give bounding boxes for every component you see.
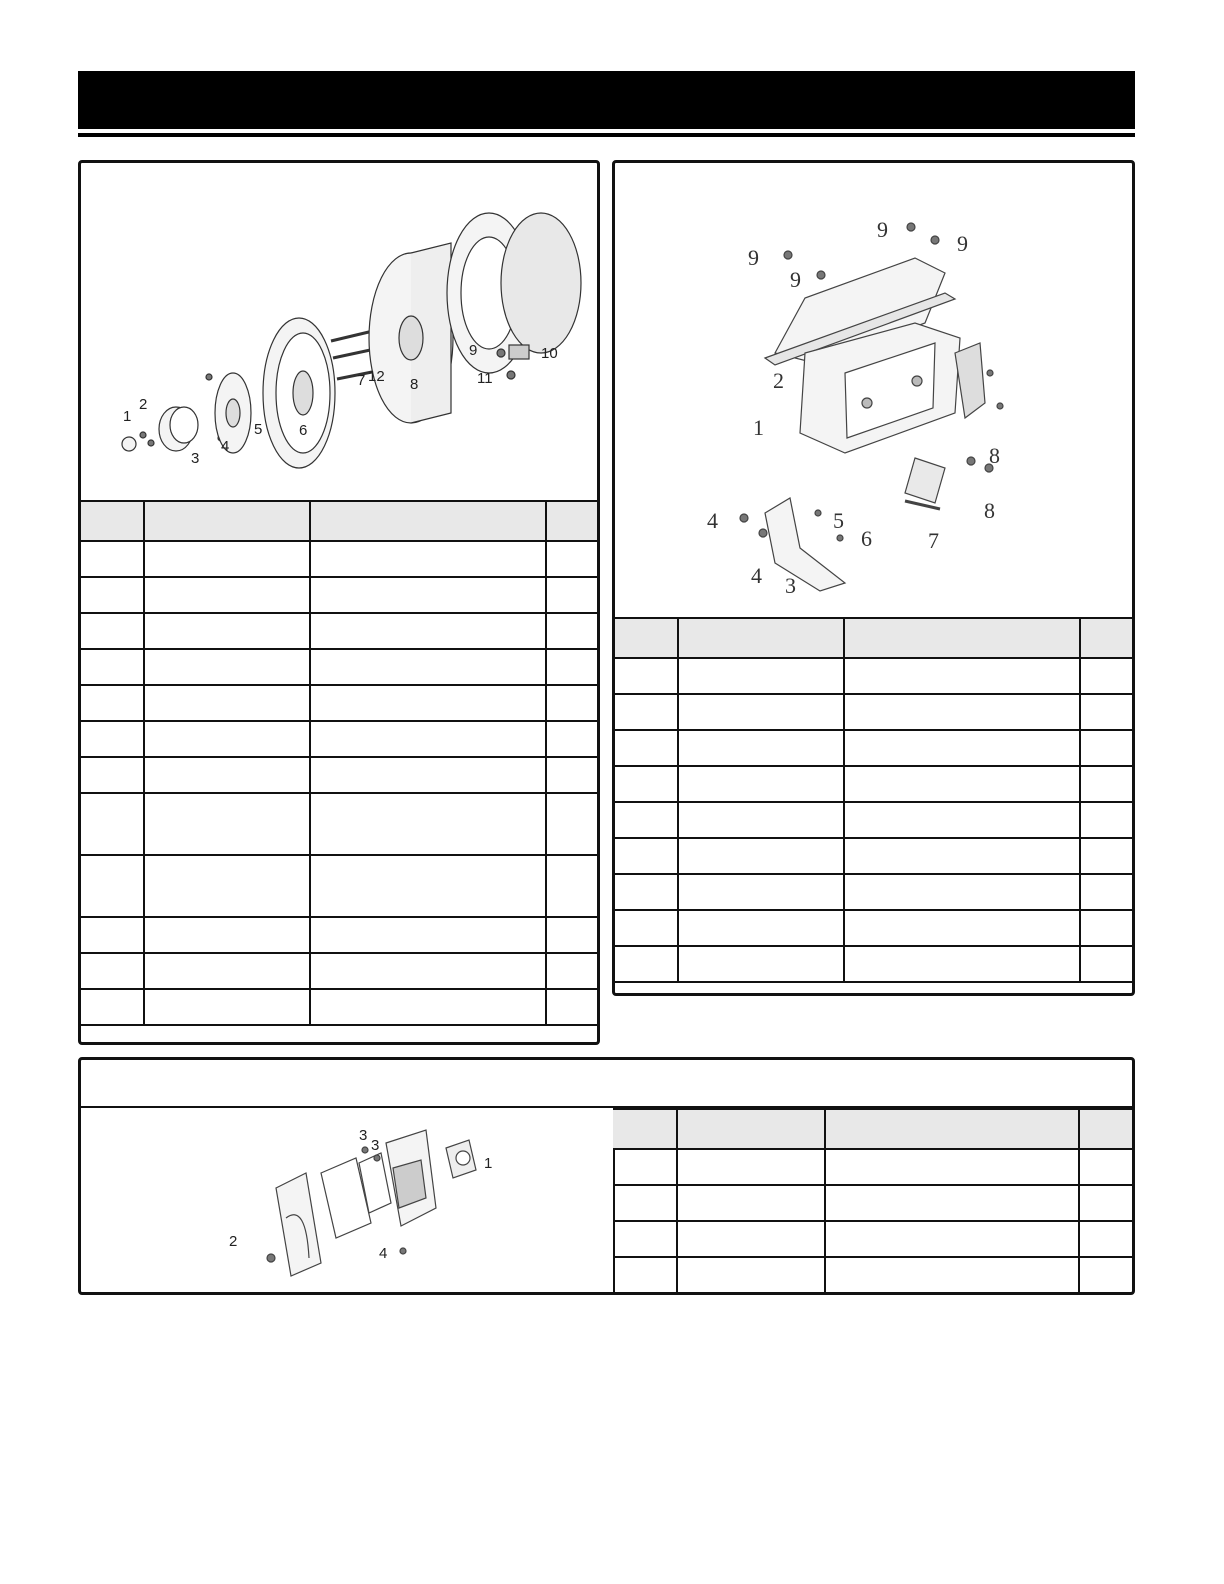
table-header-row: [613, 1109, 1132, 1149]
muffler-parts-table: [615, 617, 1132, 983]
cell: [144, 577, 310, 613]
cell: [844, 946, 1080, 982]
header-ref: [615, 618, 678, 658]
flywheel-callout-4: 4: [221, 438, 230, 455]
table-row: [615, 658, 1132, 694]
cell: [825, 1257, 1079, 1293]
cell: [81, 793, 144, 855]
air-filter-callout-3a: 3: [359, 1127, 368, 1144]
cell: [678, 766, 844, 802]
cell: [1079, 1185, 1132, 1221]
air-filter-callout-3b: 3: [371, 1137, 380, 1154]
flywheel-callout-6: 6: [299, 422, 308, 439]
table-row: [81, 953, 597, 989]
cell: [1080, 766, 1132, 802]
flywheel-callout-5: 5: [254, 421, 263, 438]
cell: [1079, 1221, 1132, 1257]
table-row: [615, 946, 1132, 982]
muffler-callout-8a: 8: [989, 443, 1000, 468]
cell: [844, 694, 1080, 730]
header-part-no: [677, 1109, 825, 1149]
cell: [310, 613, 546, 649]
cell: [546, 989, 597, 1025]
cell: [615, 946, 678, 982]
cell: [844, 730, 1080, 766]
muffler-callout-9b: 9: [790, 267, 801, 292]
flywheel-parts-table: [81, 500, 597, 1026]
cell: [310, 855, 546, 917]
cell: [81, 757, 144, 793]
cell: [310, 649, 546, 685]
header-description: [825, 1109, 1079, 1149]
cell: [615, 766, 678, 802]
table-row: [81, 757, 597, 793]
cell: [613, 1221, 677, 1257]
cell: [615, 658, 678, 694]
cell: [678, 838, 844, 874]
cell: [844, 910, 1080, 946]
cell: [144, 685, 310, 721]
air-filter-exploded-diagram: [81, 1108, 601, 1295]
flywheel-callout-3: 3: [191, 450, 200, 467]
cell: [546, 855, 597, 917]
flywheel-callout-8: 8: [410, 376, 419, 393]
table-row: [81, 793, 597, 855]
header-qty: [546, 501, 597, 541]
air-filter-callout-4: 4: [379, 1245, 388, 1262]
cell: [546, 953, 597, 989]
cell: [81, 855, 144, 917]
cell: [144, 541, 310, 577]
muffler-callout-5: 5: [833, 508, 844, 533]
cell: [1080, 838, 1132, 874]
cell: [546, 577, 597, 613]
cell: [81, 917, 144, 953]
table-row: [81, 649, 597, 685]
muffler-callout-2: 2: [773, 368, 784, 393]
header-qty: [1080, 618, 1132, 658]
cell: [546, 793, 597, 855]
air-filter-parts-table: [613, 1108, 1132, 1294]
header-ref: [81, 501, 144, 541]
cell: [844, 802, 1080, 838]
cell: [678, 802, 844, 838]
header-description: [844, 618, 1080, 658]
cell: [1080, 946, 1132, 982]
table-row: [615, 874, 1132, 910]
cell: [546, 613, 597, 649]
cell: [613, 1185, 677, 1221]
cell: [546, 917, 597, 953]
flywheel-panel: [78, 160, 600, 1045]
header-qty: [1079, 1109, 1132, 1149]
table-header-row: [81, 501, 597, 541]
cell: [677, 1257, 825, 1293]
muffler-callout-8b: 8: [984, 498, 995, 523]
cell: [81, 577, 144, 613]
cell: [678, 694, 844, 730]
muffler-callout-1: 1: [753, 415, 764, 440]
cell: [825, 1149, 1079, 1185]
cell: [546, 757, 597, 793]
cell: [615, 730, 678, 766]
cell: [310, 685, 546, 721]
flywheel-callout-10: 10: [541, 345, 558, 362]
muffler-callout-4a: 4: [707, 508, 718, 533]
muffler-heading: [615, 163, 1132, 207]
table-row: [81, 989, 597, 1025]
flywheel-callout-11: 11: [477, 370, 493, 387]
flywheel-heading: [81, 163, 597, 207]
cell: [81, 613, 144, 649]
cell: [677, 1221, 825, 1257]
cell: [615, 874, 678, 910]
cell: [678, 910, 844, 946]
cell: [678, 730, 844, 766]
cell: [678, 658, 844, 694]
table-row: [81, 855, 597, 917]
flywheel-callout-9: 9: [469, 342, 478, 359]
cell: [144, 793, 310, 855]
cell: [1080, 730, 1132, 766]
muffler-callout-7: 7: [928, 528, 939, 553]
muffler-callout-9c: 9: [877, 217, 888, 242]
table-row: [81, 613, 597, 649]
air-filter-callout-1: 1: [484, 1155, 493, 1172]
cell: [81, 721, 144, 757]
table-row: [615, 802, 1132, 838]
cell: [615, 802, 678, 838]
cell: [310, 917, 546, 953]
cell: [310, 541, 546, 577]
cell: [844, 658, 1080, 694]
table-row: [81, 541, 597, 577]
cell: [310, 989, 546, 1025]
page-title-bar: [78, 71, 1135, 129]
header-description: [310, 501, 546, 541]
nut-part: [122, 437, 136, 451]
cell: [144, 989, 310, 1025]
cell: [1080, 658, 1132, 694]
table-row: [613, 1221, 1132, 1257]
table-row: [81, 917, 597, 953]
cell: [613, 1257, 677, 1293]
muffler-callout-4b: 4: [751, 563, 762, 588]
cell: [615, 910, 678, 946]
cell: [546, 541, 597, 577]
cell: [1080, 802, 1132, 838]
table-row: [615, 838, 1132, 874]
flywheel-callout-2: 2: [139, 396, 148, 413]
air-filter-heading: [81, 1060, 1132, 1104]
muffler-panel: [612, 160, 1135, 996]
filter-cover-part: [276, 1173, 321, 1276]
cell: [144, 757, 310, 793]
cell: [310, 721, 546, 757]
table-row: [613, 1149, 1132, 1185]
table-row: [615, 910, 1132, 946]
cell: [615, 838, 678, 874]
cell: [615, 694, 678, 730]
muffler-callout-3: 3: [785, 573, 796, 598]
cell: [144, 953, 310, 989]
cell: [546, 685, 597, 721]
cell: [844, 766, 1080, 802]
cell: [144, 721, 310, 757]
cell: [1079, 1257, 1132, 1293]
table-row: [81, 685, 597, 721]
cell: [310, 953, 546, 989]
cell: [1079, 1149, 1132, 1185]
table-row: [81, 721, 597, 757]
cell: [81, 953, 144, 989]
cell: [678, 874, 844, 910]
muffler-exploded-diagram: [615, 203, 1132, 603]
cell: [546, 721, 597, 757]
header-part-no: [678, 618, 844, 658]
cell: [678, 946, 844, 982]
cell: [1080, 910, 1132, 946]
cell: [144, 649, 310, 685]
table-row: [615, 694, 1132, 730]
cell: [825, 1221, 1079, 1257]
cell: [844, 838, 1080, 874]
cell: [613, 1149, 677, 1185]
cell: [677, 1149, 825, 1185]
cell: [677, 1185, 825, 1221]
cell: [81, 541, 144, 577]
table-row: [613, 1185, 1132, 1221]
cell: [144, 917, 310, 953]
muffler-callout-9a: 9: [748, 245, 759, 270]
table-row: [81, 577, 597, 613]
table-row: [615, 766, 1132, 802]
air-filter-callout-2: 2: [229, 1233, 238, 1250]
cell: [825, 1185, 1079, 1221]
cell: [81, 649, 144, 685]
cell: [144, 613, 310, 649]
flywheel-exploded-diagram: [81, 203, 597, 503]
cell: [310, 757, 546, 793]
muffler-callout-9d: 9: [957, 231, 968, 256]
cell: [81, 685, 144, 721]
cell: [1080, 874, 1132, 910]
cell: [310, 577, 546, 613]
muffler-callout-6: 6: [861, 526, 872, 551]
table-row: [613, 1257, 1132, 1293]
air-filter-panel: [78, 1057, 1135, 1295]
table-row: [615, 730, 1132, 766]
flywheel-callout-12: 12: [368, 368, 385, 385]
title-underline: [78, 133, 1135, 137]
header-ref: [613, 1109, 677, 1149]
flywheel-callout-1: 1: [123, 408, 132, 425]
cell: [546, 649, 597, 685]
cell: [144, 855, 310, 917]
filter-element-part: [321, 1158, 371, 1238]
cell: [1080, 694, 1132, 730]
cell: [310, 793, 546, 855]
cell: [844, 874, 1080, 910]
cell: [81, 989, 144, 1025]
table-header-row: [615, 618, 1132, 658]
flywheel-callout-7: 7: [357, 372, 366, 389]
header-part-no: [144, 501, 310, 541]
